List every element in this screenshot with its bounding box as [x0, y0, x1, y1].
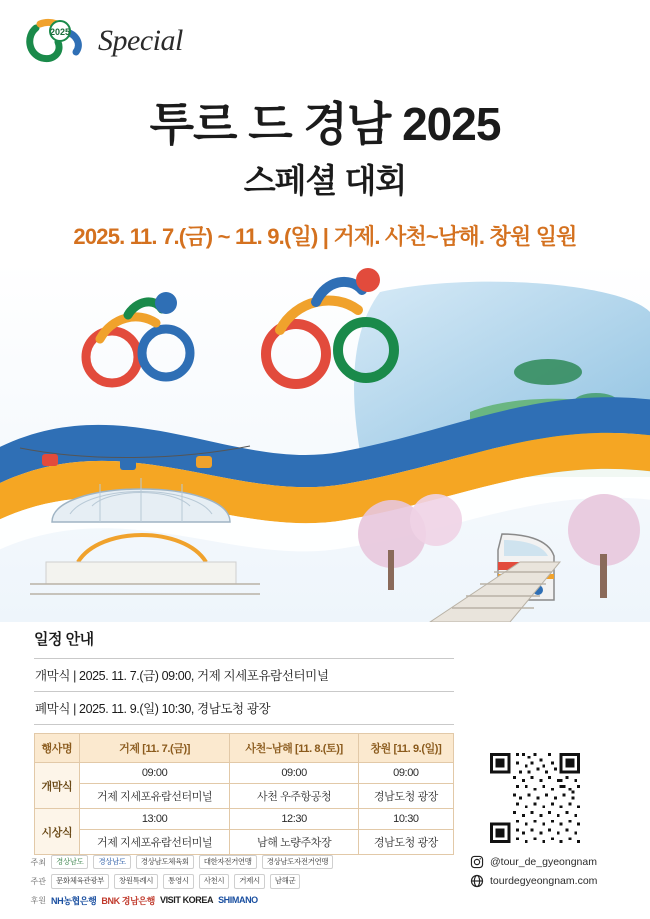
cell-award-geoje-time: 13:00	[79, 809, 230, 830]
cell-award-geoje-place: 거제 지세포유람선터미널	[79, 830, 230, 855]
sponsor-logo-bnk-gyeongnam-bank: BNK 경남은행	[101, 895, 155, 906]
table-row	[35, 809, 454, 830]
cell-opening-geoje-place: 거제 지세포유람선터미널	[79, 784, 230, 809]
table-row	[35, 763, 454, 784]
cell-opening-geoje-time: 09:00	[79, 763, 230, 784]
cell-opening-changwon-time: 09:00	[358, 763, 453, 784]
sponsor-label-support: 후원	[30, 895, 46, 905]
instagram-icon	[470, 855, 484, 869]
sponsor-logo-nh-bank: NH농협은행	[51, 895, 97, 906]
instagram-row[interactable]	[470, 855, 642, 869]
instagram-handle: @tour_de_gyeongnam	[490, 856, 597, 868]
website-url: tourdegyeongnam.com	[490, 875, 598, 887]
col-changwon: 창원 [11. 9.(일)]	[358, 734, 453, 763]
sponsor-logo-changwon: 창원특례시	[114, 874, 158, 888]
tour-de-gyeongnam-logo-icon	[26, 18, 88, 64]
website-row[interactable]	[470, 874, 642, 888]
sponsor-logo-korea-cycling-federation: 대한자전거연맹	[199, 855, 257, 869]
cell-award-changwon-place: 경남도청 광장	[358, 830, 453, 855]
cell-award-changwon-time: 10:30	[358, 809, 453, 830]
cell-opening-changwon-place: 경남도청 광장	[358, 784, 453, 809]
sponsor-logo-gn-sports-council: 경상남도체육회	[136, 855, 194, 869]
col-geoje: 거제 [11. 7.(금)]	[79, 734, 230, 763]
cell-opening-sacheon-place: 사천 우주항공청	[230, 784, 358, 809]
table-header-row	[35, 734, 454, 763]
page-title: 투르 드 경남 2025	[149, 98, 501, 150]
cell-award-sacheon-place: 남해 노량주차장	[230, 830, 358, 855]
globe-icon	[470, 874, 484, 888]
social-links	[470, 855, 642, 893]
row-label-opening: 개막식	[35, 763, 80, 809]
table-row	[35, 830, 454, 855]
sponsor-logo-gyeongsangnamdo-2: 경상남도	[93, 855, 130, 869]
special-wordmark: Special	[98, 24, 183, 57]
sponsor-logo-geoje: 거제시	[234, 874, 265, 888]
sponsor-logo-visit-korea: VISIT KOREA	[159, 895, 214, 905]
sponsor-logo-namhae: 남해군	[270, 874, 301, 888]
row-label-award: 시상식	[35, 809, 80, 855]
schedule-heading: 일정 안내	[34, 631, 94, 648]
col-event-name: 행사명	[35, 734, 80, 763]
sponsor-logo-shimano: SHIMANO	[218, 895, 258, 905]
col-sacheon-namhae: 사천~남해 [11. 8.(토)]	[230, 734, 358, 763]
sponsor-row-host	[26, 855, 456, 869]
svg-text:2025: 2025	[49, 27, 71, 37]
page-subtitle: 스페셜 대회	[243, 162, 407, 199]
sponsor-logo-gn-cycling-federation: 경상남도자전거연맹	[262, 855, 334, 869]
table-row	[35, 784, 454, 809]
brand-logo-bar	[26, 18, 183, 64]
qr-code[interactable]	[487, 750, 583, 846]
sponsor-row-organizer	[26, 874, 456, 888]
poster-illustration	[0, 262, 650, 622]
event-date-line: 2025. 11. 7.(금) ~ 11. 9.(일) | 거제. 사천~남해. 창원 일원	[73, 224, 577, 249]
sponsor-label-organizer: 주관	[30, 876, 46, 886]
cell-opening-sacheon-time: 09:00	[230, 763, 358, 784]
schedule-line-opening: 개막식 | 2025. 11. 7.(금) 09:00, 거제 지세포유람선터미널	[34, 658, 454, 691]
cell-award-sacheon-time: 12:30	[230, 809, 358, 830]
sponsor-logo-tongyeong: 통영시	[163, 874, 194, 888]
sponsor-logo-sacheon: 사천시	[199, 874, 230, 888]
sponsor-row-support	[26, 894, 456, 907]
schedule-line-closing: 폐막식 | 2025. 11. 9.(일) 10:30, 경남도청 광장	[34, 691, 454, 725]
sponsor-logo-mcst: 문화체육관광부	[51, 874, 109, 888]
sponsor-logo-gyeongsangnamdo-1: 경상남도	[51, 855, 88, 869]
sponsor-label-host: 주최	[30, 857, 46, 867]
event-schedule-table	[34, 733, 454, 855]
schedule-block	[34, 628, 454, 725]
sponsor-block	[26, 855, 456, 912]
